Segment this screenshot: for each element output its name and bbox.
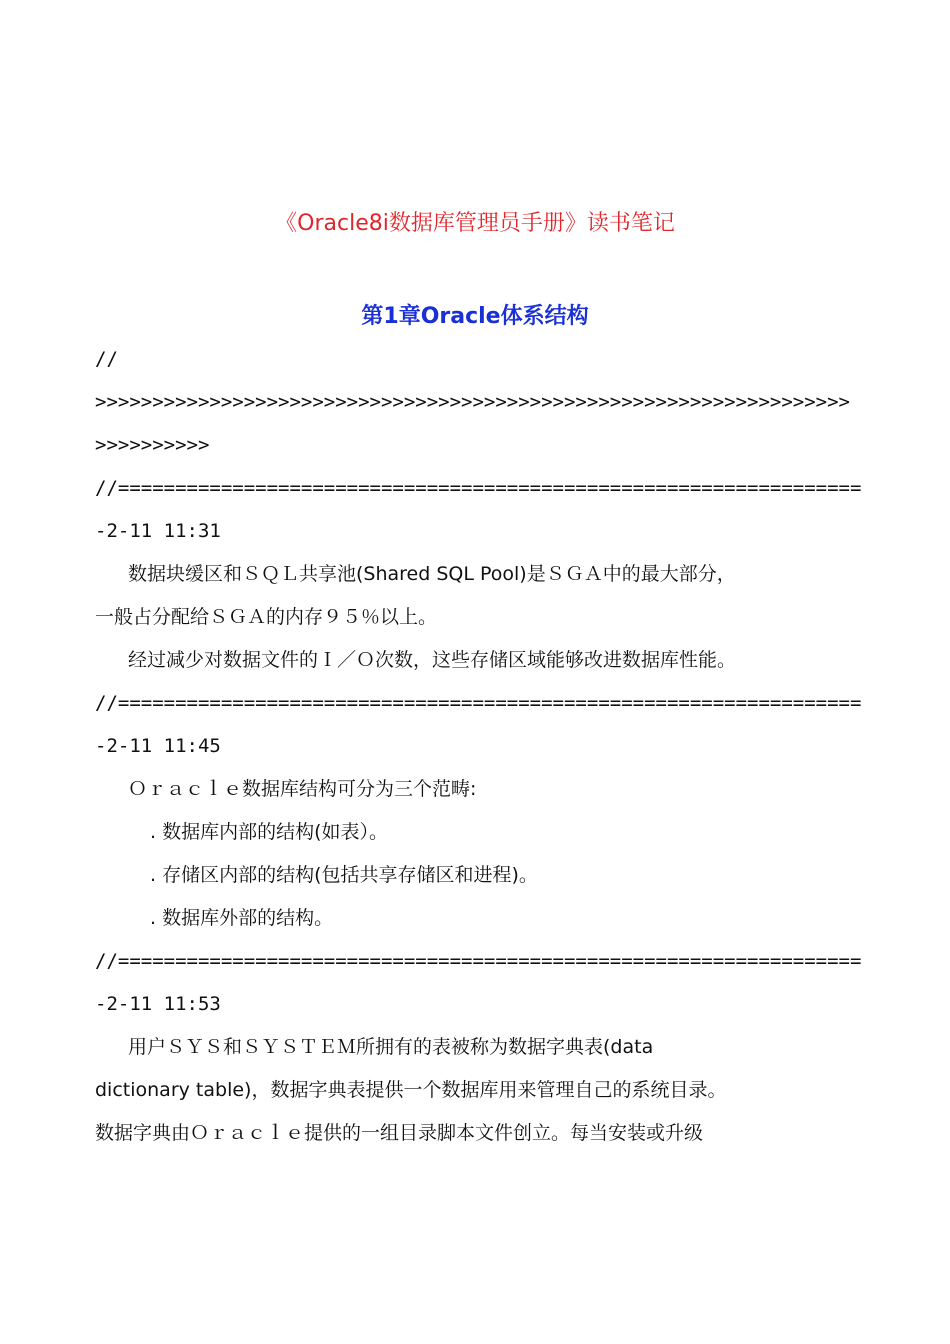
- entry-timestamp: -2-11 11:53: [95, 993, 221, 1015]
- bullet-item: . 数据库内部的结构(如表）。: [150, 821, 388, 843]
- arrow-line: >>>>>>>>>>>>>>>>>>>>>>>>>>>>>>>>>>>>>>>>>>>>>>>>>>>>>>>>>>>>>>>>>>: [95, 391, 850, 413]
- bullet-item: . 存储区内部的结构(包括共享存储区和进程)。: [150, 864, 538, 886]
- entry-timestamp: -2-11 11:31: [95, 520, 221, 542]
- document-title: 《Oracle8i数据库管理员手册》读书笔记: [275, 211, 675, 236]
- paragraph-line: 数据块缓区和ＳＱＬ共享池(Shared SQL Pool)是ＳＧＡ中的最大部分，: [128, 563, 736, 585]
- entry-timestamp: -2-11 11:45: [95, 735, 221, 757]
- separator-line: //=================================================================: [95, 477, 862, 499]
- chapter-title: 第1章Oracle体系结构: [361, 304, 589, 329]
- paragraph-line: dictionary table)，数据字典表提供一个数据库用来管理自己的系统目录。: [95, 1079, 727, 1101]
- document-body: [95, 338, 865, 1155]
- paragraph-line: Ｏｒａｃｌｅ数据库结构可分为三个范畴:: [128, 778, 477, 800]
- paragraph-line: 用户ＳＹＳ和ＳＹＳＴＥＭ所拥有的表被称为数据字典表(data: [128, 1036, 654, 1058]
- arrow-line: >>>>>>>>>>: [95, 434, 210, 456]
- separator-line: //=================================================================: [95, 950, 862, 972]
- paragraph-line: 一般占分配给ＳＧＡ的内存９５％以上。: [95, 606, 438, 628]
- bullet-item: . 数据库外部的结构。: [150, 907, 334, 929]
- separator-line: //=================================================================: [95, 692, 862, 714]
- paragraph-line: 经过减少对数据文件的Ｉ／Ｏ次数，这些存储区域能够改进数据库性能。: [128, 649, 737, 671]
- paragraph-line: 数据字典由Ｏｒａｃｌｅ提供的一组目录脚本文件创立。每当安装或升级: [95, 1122, 704, 1144]
- comment-marker: //: [95, 348, 118, 370]
